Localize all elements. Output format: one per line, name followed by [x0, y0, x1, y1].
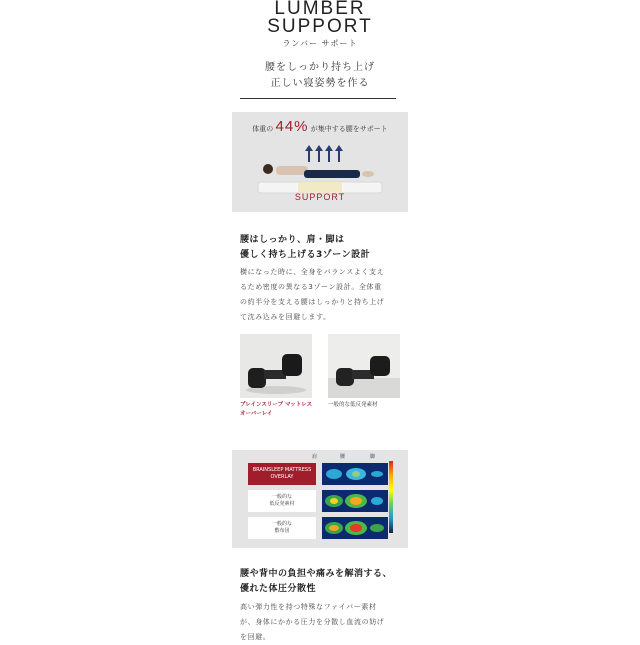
hero-caption-before: 体重の [252, 125, 274, 133]
row-label-line: 敷布団 [274, 528, 290, 534]
arrow-up-icons [305, 145, 343, 162]
title-line-1: LUMBER [274, 0, 366, 19]
section2-body-line: 高い弾力性を持つ特殊なファイバー素材 [240, 603, 377, 611]
section-title [0, 0, 640, 36]
col-waist: 腰 [340, 454, 346, 460]
dumbbell-photo-brainsleep [240, 334, 312, 398]
row-label-line: 一般的な [271, 494, 292, 500]
section1-body-line: 横になった時に、全身をバランスよく支え [240, 268, 385, 276]
support-label: SUPPORT [294, 192, 346, 202]
section1-heading-line-1: 腰はしっかり、肩・脚は [240, 235, 345, 245]
section1-body-line: て沈み込みを回避します。 [240, 313, 331, 321]
row-brainsleep-label: BRAINSLEEP MATTRESS OVERLAY [248, 463, 316, 485]
divider [240, 98, 396, 99]
row-label-line: 一般的な [271, 521, 292, 527]
pressure-map-futon [322, 517, 388, 539]
col-leg: 脚 [370, 454, 376, 460]
mattress-illustration [232, 140, 408, 200]
section1-heading [240, 233, 408, 263]
hero-percent: 44% [275, 118, 309, 135]
section1-body-line: の約半分を支える腰はしっかりと持ち上げ [240, 298, 385, 306]
section2-body [240, 600, 410, 645]
photo-caption-brainsleep [240, 401, 312, 419]
pressure-map-panel [232, 450, 408, 548]
section2-body-line: が、身体にかかる圧力を分散し血流の妨げ [240, 618, 385, 626]
caption-line-1: ブレインスリープ マットレス [240, 402, 313, 408]
row-label-line: 低反発素材 [269, 501, 295, 507]
section1-heading-line-2: 優しく持ち上げる3ゾーン設計 [240, 250, 371, 260]
section2-heading-line-2: 優れた体圧分散性 [240, 584, 317, 594]
pressure-map-brainsleep [322, 463, 388, 485]
title-kana: ランバー サポート [282, 39, 358, 48]
col-shoulder: 肩 [312, 454, 318, 460]
section2-heading-line-1: 腰や背中の負担や痛みを解消する、 [240, 569, 393, 579]
section2-heading [240, 567, 408, 597]
caption-line-2: オーバーレイ [240, 411, 273, 417]
section1-body-line: るため密度の異なる3ゾーン設計。全体重 [240, 283, 382, 291]
row-futon-label [248, 517, 316, 539]
title-line-2: SUPPORT [267, 16, 373, 37]
hero-panel [232, 112, 408, 212]
hero-caption [232, 118, 408, 135]
row-lowres-label [248, 490, 316, 512]
section2-body-line: を回避。 [240, 633, 271, 641]
lead-line-2: 正しい寝姿勢を作る [270, 78, 370, 89]
lead-text [0, 60, 640, 92]
lead-line-1: 腰をしっかり持ち上げ [265, 62, 375, 73]
photo-caption-generic: 一般的な低反発素材 [328, 402, 378, 408]
pressure-map-lowres [322, 490, 388, 512]
hero-caption-after: が集中する腰をサポート [310, 125, 388, 133]
dumbbell-photo-generic [328, 334, 400, 398]
pressure-scale [389, 461, 393, 533]
section1-body [240, 265, 410, 325]
